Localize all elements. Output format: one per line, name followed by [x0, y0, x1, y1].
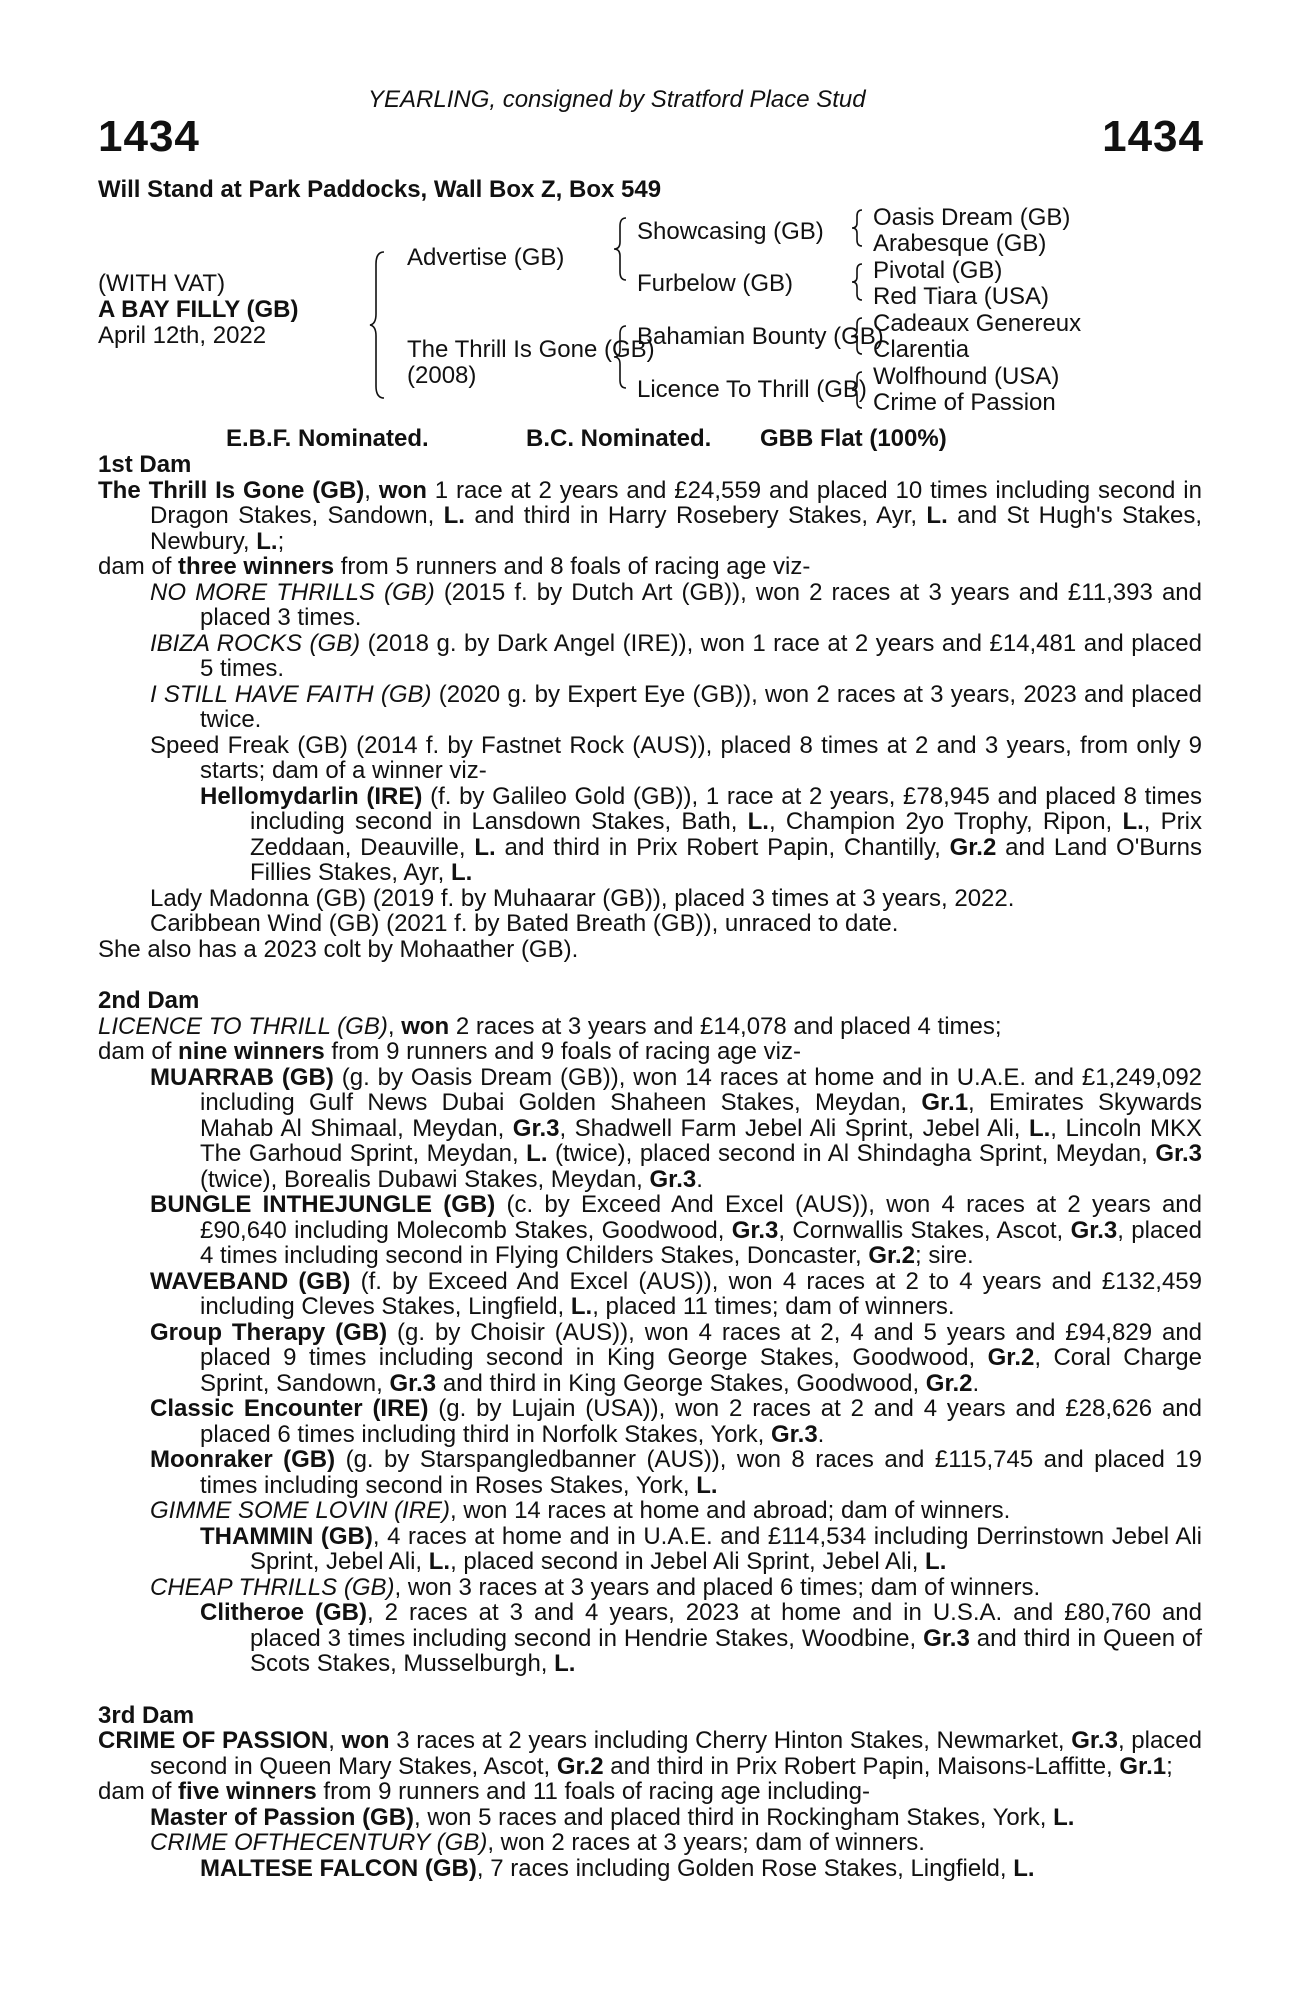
horse-name: A BAY FILLY (GB) [98, 296, 299, 323]
third-dam-record: CRIME OF PASSION, won 3 races at 2 years including Cherry Hinton Stakes, Newmarket, Gr.3, placed second in Queen Mary Stakes, Ascot, Gr.2 and third in Prix Robert Papin, Maisons-Laffitte, Gr.1; [98, 1727, 1202, 1780]
ebf-nomination: E.B.F. Nominated. [226, 425, 429, 452]
produce-i-still-have-faith: I STILL HAVE FAITH (GB) (2020 g. by Expert Eye (GB)), won 2 races at 3 years, 2023 and placed twice. [150, 680, 1202, 733]
third-dam-heading: 3rd Dam [98, 1701, 195, 1729]
produce-maltese-falcon: MALTESE FALCON (GB), 7 races including Golden Rose Stakes, Lingfield, L. [200, 1854, 1035, 1882]
pedigree-ggs-4: Red Tiara (USA) [873, 283, 1050, 310]
stand-location: Will Stand at Park Paddocks, Wall Box Z, Box 549 [98, 176, 662, 203]
pedigree-dam-dam: Licence To Thrill (GB) [637, 376, 867, 403]
produce-muarrab: MUARRAB (GB) (g. by Oasis Dream (GB)), won 14 races at home and in U.A.E. and £1,249,092 including Gulf News Dubai Golden Shaheen Stakes, Meydan, Gr.1, Emirates Skywards Mahab Al Shimaal, Meydan, Gr.3, Shadwell Farm Jebel Ali Sprint, Jebel Ali, L., Lincoln MKX The Garhoud Sprint, Meydan, L. (twice), placed second in Al Shindagha Sprint, Meydan, Gr.3 (twice), Borealis Dubawi Stakes, Meydan, Gr.3. [150, 1063, 1203, 1193]
produce-waveband: WAVEBAND (GB) (f. by Exceed And Excel (AUS)), won 4 races at 2 to 4 years and £132,459 including Cleves Stakes, Lingfield, L., placed 11 times; dam of winners. [150, 1267, 1202, 1320]
pedigree-sire-dam: Furbelow (GB) [637, 270, 794, 297]
produce-speed-freak: Speed Freak (GB) (2014 f. by Fastnet Rock (AUS)), placed 8 times at 2 and 3 years, from only 9 starts; dam of a winner viz- [150, 731, 1202, 784]
pedigree-dam: The Thrill Is Gone (GB) [407, 336, 655, 363]
produce-lady-madonna: Lady Madonna (GB) (2019 f. by Muhaarar (GB)), placed 3 times at 3 years, 2022. [150, 884, 1015, 912]
gbb-flat: GBB Flat (100%) [760, 425, 947, 452]
produce-no-more-thrills: NO MORE THRILLS (GB) (2015 f. by Dutch Art (GB)), won 2 races at 3 years and £11,393 and placed 3 times. [150, 578, 1202, 631]
produce-moonraker: Moonraker (GB) (g. by Starspangledbanner (AUS)), won 8 races and £115,745 and placed 19 times including second in Roses Stakes, York, L. [150, 1446, 1202, 1499]
produce-master-of-passion: Master of Passion (GB), won 5 races and placed third in Rockingham Stakes, York, L. [150, 1803, 1075, 1831]
pedigree-ggs-6: Clarentia [873, 336, 970, 363]
produce-crime-ofthecentury: CRIME OFTHECENTURY (GB), won 2 races at 3 years; dam of winners. [150, 1829, 925, 1856]
produce-caribbean-wind: Caribbean Wind (GB) (2021 f. by Bated Breath (GB)), unraced to date. [150, 910, 899, 937]
produce-bungle-inthejungle: BUNGLE INTHEJUNGLE (GB) (c. by Exceed And Excel (AUS)), won 4 races at 2 years and £90,640 including Molecomb Stakes, Goodwood, Gr.3, Cornwallis Stakes, Ascot, Gr.3, placed 4 times including second in Flying Childers Stakes, Doncaster, Gr.2; sire. [150, 1191, 1203, 1269]
second-dam-heading: 2nd Dam [98, 987, 200, 1014]
pedigree-ggs-3: Pivotal (GB) [873, 257, 1003, 284]
produce-gimme-some-lovin: GIMME SOME LOVIN (IRE), won 14 races at home and abroad; dam of winners. [150, 1497, 1011, 1524]
first-dam-produce-summary: dam of three winners from 5 runners and 8 foals of racing age viz- [98, 553, 811, 580]
vat-label: (WITH VAT) [98, 270, 226, 297]
produce-hellomydarlin: Hellomydarlin (IRE) (f. by Galileo Gold (GB)), 1 race at 2 years, £78,945 and placed 8 times including second in Lansdown Stakes, Bath, L., Champion 2yo Trophy, Ripon, L., Prix Zeddaan, Deauville, L. and third in Prix Robert Papin, Chantilly, Gr.2 and Land O'Burns Fillies Stakes, Ayr, L. [200, 782, 1203, 886]
pedigree-sire-sire: Showcasing (GB) [637, 218, 824, 245]
pedigree-dam-sire: Bahamian Bounty (GB) [637, 323, 884, 350]
dam-line-text [98, 452, 1202, 1881]
pedigree-ggs-8: Crime of Passion [873, 389, 1056, 416]
produce-thammin: THAMMIN (GB), 4 races at home and in U.A.E. and £114,534 including Derrinstown Jebel Ali Sprint, Jebel Ali, L., placed second in Jebel Ali Sprint, Jebel Ali, L. [200, 1522, 1202, 1575]
produce-classic-encounter: Classic Encounter (IRE) (g. by Lujain (USA)), won 2 races at 2 and 4 years and £28,626 and placed 6 times including third in Norfolk Stakes, York, Gr.3. [150, 1395, 1203, 1448]
first-dam-heading: 1st Dam [98, 451, 192, 478]
second-dam-produce-summary: dam of nine winners from 9 runners and 9 foals of racing age viz- [98, 1038, 801, 1065]
produce-cheap-thrills: CHEAP THRILLS (GB), won 3 races at 3 years and placed 6 times; dam of winners. [150, 1573, 1041, 1601]
lot-number-right: 1434 [1102, 112, 1204, 161]
pedigree-ggs-1: Oasis Dream (GB) [873, 204, 1071, 231]
third-dam-produce-summary: dam of five winners from 9 runners and 11 foals of racing age including- [98, 1778, 870, 1805]
pedigree-ggs-2: Arabesque (GB) [873, 230, 1047, 257]
foaling-date: April 12th, 2022 [98, 322, 267, 349]
pedigree-sire: Advertise (GB) [407, 244, 565, 271]
pedigree-brace-g1 [852, 208, 866, 248]
first-dam-record: The Thrill Is Gone (GB), won 1 race at 2 years and £24,559 and placed 10 times including second in Dragon Stakes, Sandown, L. and third in Harry Rosebery Stakes, Ayr, L. and St Hugh's Stakes, Newbury, L.; [98, 476, 1202, 555]
pedigree-brace-main [370, 250, 390, 400]
produce-group-therapy: Group Therapy (GB) (g. by Choisir (AUS)), won 4 races at 2, 4 and 5 years and £94,829 and placed 9 times including second in King George Stakes, Goodwood, Gr.2, Coral Charge Sprint, Sandown, Gr.3 and third in King George Stakes, Goodwood, Gr.2. [150, 1318, 1203, 1397]
pedigree-dam-year: (2008) [407, 362, 477, 389]
pedigree-ggs-5: Cadeaux Genereux [873, 310, 1082, 337]
produce-ibiza-rocks: IBIZA ROCKS (GB) (2018 g. by Dark Angel (IRE)), won 1 race at 2 years and £14,481 and placed 5 times. [150, 629, 1202, 682]
first-dam-also-has: She also has a 2023 colt by Mohaather (GB). [98, 935, 579, 963]
pedigree-ggs-7: Wolfhound (USA) [873, 363, 1060, 390]
produce-clitheroe: Clitheroe (GB), 2 races at 3 and 4 years, 2023 at home and in U.S.A. and £80,760 and placed 3 times including second in Hendrie Stakes, Woodbine, Gr.3 and third in Queen of Scots Stakes, Musselburgh, L. [200, 1599, 1203, 1677]
bc-nomination: B.C. Nominated. [526, 425, 712, 452]
lot-number-left: 1434 [98, 112, 200, 161]
pedigree-brace-sire [614, 216, 630, 282]
consignment-line: YEARLING, consigned by Stratford Place Stud [368, 86, 866, 113]
second-dam-record: LICENCE TO THRILL (GB), won 2 races at 3 years and £14,078 and placed 4 times; [98, 1012, 1002, 1040]
pedigree-brace-g2 [852, 262, 866, 302]
